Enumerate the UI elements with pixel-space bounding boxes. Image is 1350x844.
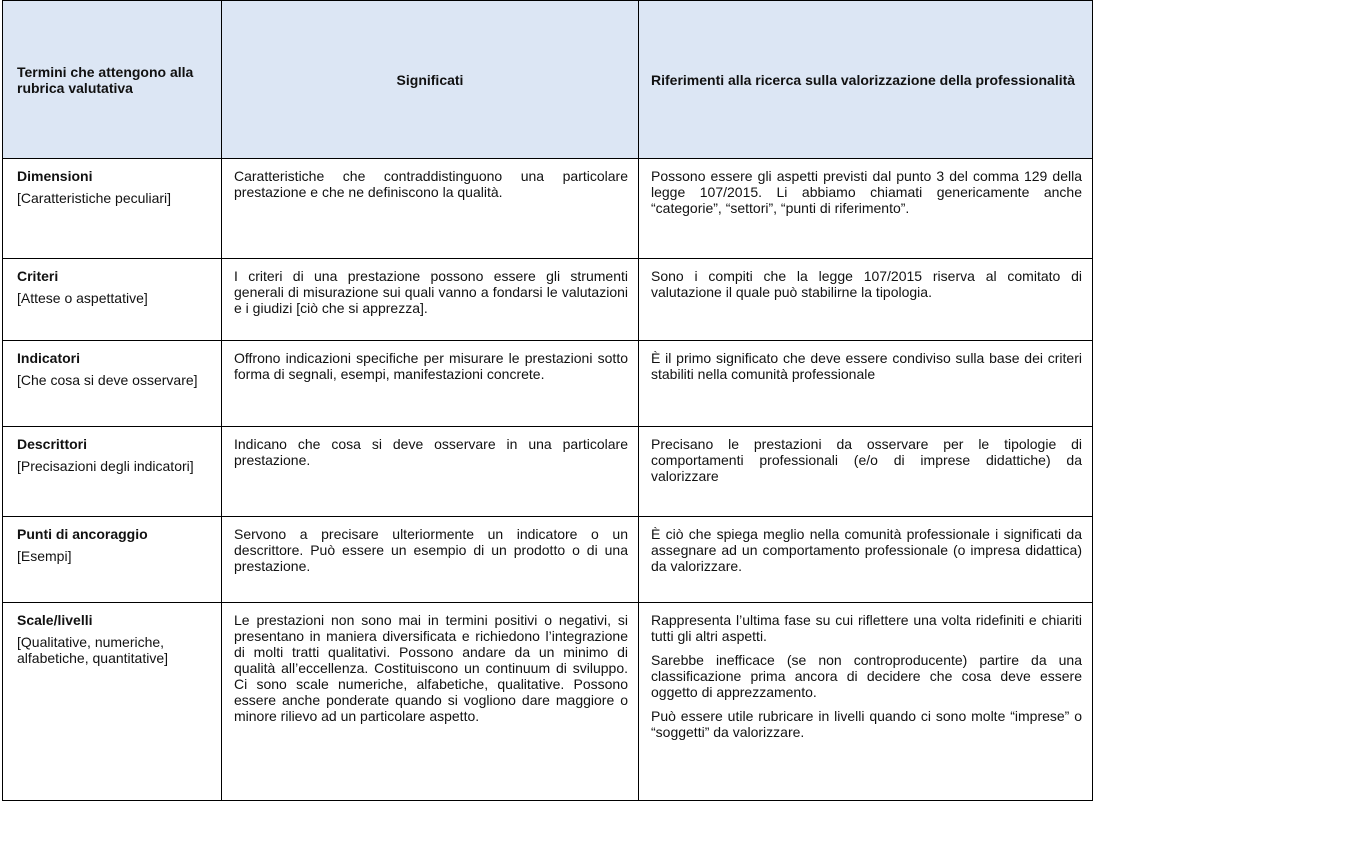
reference-text: Sarebbe inefficace (se non controproducente) partire da una classificazione prima ancora di decidere che cosa deve essere oggetto di apprezzamento.	[651, 652, 1082, 700]
reference-text: È ciò che spiega meglio nella comunità professionale i significati da assegnare ad un comportamento professionale (o impresa didattica) da valorizzare.	[651, 526, 1082, 574]
term-name: Criteri	[17, 268, 59, 284]
table-row	[3, 159, 1093, 259]
header-row	[3, 1, 1093, 159]
reference-text: Rappresenta l’ultima fase su cui riflettere una volta ridefiniti e chiariti tutti gli altri aspetti.	[651, 612, 1082, 644]
term-name: Dimensioni	[17, 168, 93, 184]
header-references: Riferimenti alla ricerca sulla valorizzazione della professionalità	[639, 1, 1093, 159]
reference-text: È il primo significato che deve essere condiviso sulla base dei criteri stabiliti nella comunità professionale	[651, 350, 1082, 382]
table-row	[3, 259, 1093, 341]
header-terms: Termini che attengono alla rubrica valutativa	[3, 1, 222, 159]
table-row	[3, 603, 1093, 801]
term-note: [Precisazioni degli indicatori]	[17, 458, 194, 474]
reference-text: Sono i compiti che la legge 107/2015 riserva al comitato di valutazione il quale può stabilirne la tipologia.	[651, 268, 1082, 300]
term-cell	[3, 259, 222, 341]
term-note: [Esempi]	[17, 548, 72, 564]
term-cell	[3, 427, 222, 517]
term-note: [Attese o aspettative]	[17, 290, 148, 306]
term-name: Scale/livelli	[17, 612, 93, 628]
table-row	[3, 341, 1093, 427]
reference-text: Può essere utile rubricare in livelli quando ci sono molte “imprese” o “soggetti” da valorizzare.	[651, 708, 1082, 740]
reference-cell	[639, 341, 1093, 427]
term-note: [Che cosa si deve osservare]	[17, 372, 198, 388]
table-row	[3, 517, 1093, 603]
meaning-cell: I criteri di una prestazione possono essere gli strumenti generali di misurazione sui quali vanno a fondarsi le valutazioni e i giudizi [ciò che si apprezza].	[222, 259, 639, 341]
reference-cell	[639, 603, 1093, 801]
meaning-cell: Le prestazioni non sono mai in termini positivi o negativi, si presentano in maniera diversificata e richiedono l’integrazione di molti tratti qualitativi. Possono andare da un minimo di qualità all’eccellenza. Costituiscono un continuum di sviluppo. Ci sono scale numeriche, alfabetiche, qualitative. Possono essere anche ponderate quando si vogliono dare maggiore o minore rilievo ad un particolare aspetto.	[222, 603, 639, 801]
meaning-cell: Indicano che cosa si deve osservare in una particolare prestazione.	[222, 427, 639, 517]
term-name: Indicatori	[17, 350, 81, 366]
reference-cell	[639, 517, 1093, 603]
reference-cell	[639, 259, 1093, 341]
term-cell	[3, 159, 222, 259]
reference-text: Precisano le prestazioni da osservare per le tipologie di comportamenti professionali (e/o di imprese didattiche) da valorizzare	[651, 436, 1082, 484]
meaning-cell: Servono a precisare ulteriormente un indicatore o un descrittore. Può essere un esempio di un prodotto o di una prestazione.	[222, 517, 639, 603]
term-note: [Qualitative, numeriche, alfabetiche, quantitative]	[17, 634, 168, 666]
reference-cell	[639, 159, 1093, 259]
meaning-cell: Offrono indicazioni specifiche per misurare le prestazioni sotto forma di segnali, esempi, manifestazioni concrete.	[222, 341, 639, 427]
term-name: Descrittori	[17, 436, 88, 452]
header-meanings: Significati	[222, 1, 639, 159]
term-name: Punti di ancoraggio	[17, 526, 148, 542]
rubric-table	[2, 0, 1093, 801]
term-cell	[3, 603, 222, 801]
reference-text: Possono essere gli aspetti previsti dal punto 3 del comma 129 della legge 107/2015. Li abbiamo chiamati genericamente anche “categorie”, “settori”, “punti di riferimento”.	[651, 168, 1082, 216]
term-cell	[3, 517, 222, 603]
term-cell	[3, 341, 222, 427]
meaning-cell: Caratteristiche che contraddistinguono una particolare prestazione e che ne definiscono la qualità.	[222, 159, 639, 259]
reference-cell	[639, 427, 1093, 517]
term-note: [Caratteristiche peculiari]	[17, 190, 172, 206]
table-row	[3, 427, 1093, 517]
